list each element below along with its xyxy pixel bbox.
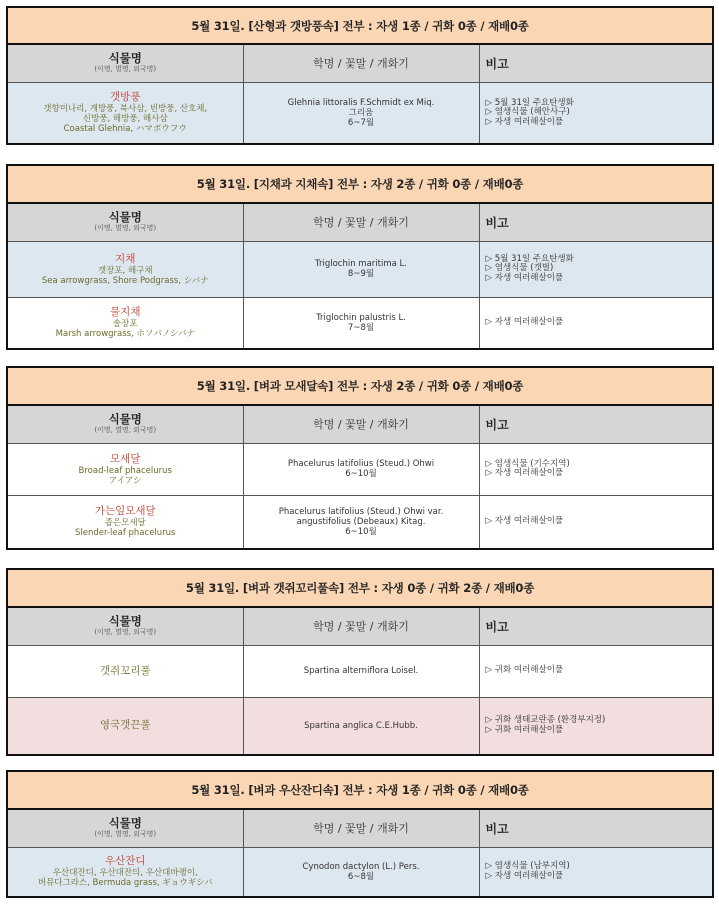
section-cynodon (6, 770, 712, 898)
plant-name-cell (7, 847, 243, 897)
header-sci: 학명 / 꽃말 / 개화기 (243, 44, 479, 82)
note-cell (479, 443, 713, 495)
plant-name-cell (7, 697, 243, 755)
sci-cell (243, 297, 479, 349)
note-item: ▷ 염생식물 (남부지역) (485, 861, 570, 872)
header-name-sub: (이명, 별명, 외국명) (94, 65, 157, 74)
note-cell (479, 645, 713, 697)
table-row (7, 697, 713, 755)
plant-name-cell (7, 82, 243, 144)
header-name: 식물명 (108, 51, 142, 66)
section-title: 5월 31일. [벼과 우산잔디속] 전부 : 자생 1종 / 귀화 0종 / 재배0종 (7, 771, 713, 809)
table-row (7, 82, 713, 144)
note-item: ▷ 귀화 생태교란종 (환경부지정) (485, 715, 606, 726)
header-sci: 학명 / 꽃말 / 개화기 (243, 809, 479, 847)
plant-alias: アイアシ (108, 475, 142, 486)
section-glehnia (6, 6, 712, 145)
sci-cell (243, 443, 479, 495)
table-row (7, 645, 713, 697)
header-name: 식물명 (108, 412, 142, 427)
note-item: ▷ 염생식물 (갯벌) (485, 263, 554, 274)
table-row (7, 241, 713, 297)
plant-name: 영국갯끈풀 (99, 719, 151, 732)
header-name: 식물명 (108, 614, 142, 629)
sci-name: Glehnia littoralis F.Schmidt ex Miq. (287, 97, 435, 108)
bloom-period: 8~9월 (347, 269, 375, 279)
plant-alias: Coastal Glehnia, ハマボウフウ (63, 124, 187, 135)
header-note: 비고 (479, 44, 713, 82)
note-cell (479, 697, 713, 755)
plant-name-cell (7, 297, 243, 349)
bloom-period: 6~7월 (347, 117, 375, 128)
plant-name: 우산잔디 (104, 855, 146, 868)
note-item: ▷ 5월 31일 주요탄생화 (485, 253, 574, 264)
header-name-cell (7, 203, 243, 241)
section-phacelurus (6, 366, 712, 550)
sci-cell (243, 645, 479, 697)
plant-alias: Broad-leaf phacelurus (78, 465, 172, 476)
header-name: 식물명 (108, 816, 142, 831)
header-name-cell (7, 44, 243, 82)
plant-table (6, 366, 714, 550)
note-item: ▷ 귀화 여러해살이풀 (485, 724, 564, 735)
plant-alias: 좁은모새달 (104, 518, 146, 529)
header-name-sub: (이명, 별명, 외국명) (94, 628, 157, 637)
section-title: 5월 31일. [벼과 모새달속] 전부 : 자생 2종 / 귀화 0종 / 재배0종 (7, 367, 713, 405)
sci-name: Spartina anglica C.E.Hubb. (304, 720, 418, 731)
plant-name: 물지채 (110, 306, 141, 319)
sci-cell (243, 241, 479, 297)
bloom-period: 6~10월 (345, 526, 377, 537)
sci-cell (243, 697, 479, 755)
plant-name: 갯쥐꼬리풀 (99, 664, 151, 677)
note-item: ▷ 자생 여러해살이풀 (485, 317, 564, 327)
plant-table (6, 568, 714, 756)
note-cell (479, 847, 713, 897)
plant-alias: 갯장포, 해구채 (97, 265, 153, 276)
plant-alias: 갯향미나리, 개방풍, 북사삼, 빈방풍, 산호채, (43, 104, 208, 115)
note-item: ▷ 자생 여러해살이풀 (485, 870, 564, 881)
plant-name: 지채 (115, 252, 136, 265)
plant-alias: 솔장포 (112, 319, 138, 330)
header-sci: 학명 / 꽃말 / 개화기 (243, 607, 479, 645)
note-item: ▷ 5월 31일 주요탄생화 (485, 97, 574, 108)
note-item: ▷ 귀화 여러해살이풀 (485, 665, 564, 676)
header-note: 비고 (479, 203, 713, 241)
header-name: 식물명 (108, 210, 142, 225)
note-cell (479, 241, 713, 297)
sci-name-cont: angustifolius (Debeaux) Kitag. (296, 516, 426, 527)
note-item: ▷ 자생 여러해살이풀 (485, 516, 564, 526)
plant-name-cell (7, 645, 243, 697)
note-item: ▷ 자생 여러해살이풀 (485, 468, 564, 478)
plant-alias: Marsh arrowgrass, ホソバノシバナ (55, 329, 195, 340)
sci-name: Triglochin palustris L. (316, 312, 406, 323)
note-item: ▷ 염생식물 (기수지역) (485, 458, 570, 469)
flower-meaning: 그리움 (348, 107, 374, 118)
bloom-period: 7~8월 (347, 322, 375, 333)
note-item: ▷ 자생 여러해살이풀 (485, 116, 564, 127)
sci-name: Phacelurus latifolius (Steud.) Ohwi (287, 459, 435, 469)
header-sci: 학명 / 꽃말 / 개화기 (243, 405, 479, 443)
plant-name: 모새달 (110, 452, 141, 465)
plant-alias: 버뮤다그라스, Bermuda grass, ギョウギシバ (37, 878, 213, 889)
bloom-period: 6~8월 (347, 871, 375, 882)
plant-table (6, 770, 714, 898)
plant-alias: 우산대잔디, 우산대잔듸, 우산대바랭이, (52, 868, 198, 879)
section-spartina (6, 568, 712, 756)
note-item: ▷ 자생 여러해살이풀 (485, 272, 564, 283)
table-row (7, 847, 713, 897)
plant-name-cell (7, 443, 243, 495)
section-title: 5월 31일. [지채과 지채속] 전부 : 자생 2종 / 귀화 0종 / 재배0종 (7, 165, 713, 203)
sci-name: Phacelurus latifolius (Steud.) Ohwi var. (278, 506, 444, 517)
sci-name: Triglochin maritima L. (315, 259, 407, 269)
plant-name: 갯방풍 (110, 91, 141, 104)
header-name-cell (7, 405, 243, 443)
header-name-sub: (이명, 별명, 외국명) (94, 830, 157, 839)
plant-name-cell (7, 495, 243, 549)
sci-cell (243, 495, 479, 549)
table-row (7, 297, 713, 349)
sci-cell (243, 847, 479, 897)
header-note: 비고 (479, 405, 713, 443)
note-item: ▷ 염생식물 (해안사구) (485, 107, 570, 117)
plant-table (6, 164, 714, 350)
plant-name-cell (7, 241, 243, 297)
header-name-sub: (이명, 별명, 외국명) (94, 224, 157, 233)
table-row (7, 443, 713, 495)
header-sci: 학명 / 꽃말 / 개화기 (243, 203, 479, 241)
note-cell (479, 82, 713, 144)
note-cell (479, 297, 713, 349)
header-name-sub: (이명, 별명, 외국명) (94, 426, 157, 435)
note-cell (479, 495, 713, 549)
section-triglochin (6, 164, 712, 350)
sci-name: Spartina alterniflora Loisel. (303, 666, 419, 676)
header-name-cell (7, 607, 243, 645)
sci-name: Cynodon dactylon (L.) Pers. (302, 861, 420, 872)
plant-alias: Sea arrowgrass, Shore Podgrass, シバナ (41, 275, 209, 286)
plant-table (6, 6, 714, 145)
header-name-cell (7, 809, 243, 847)
header-note: 비고 (479, 607, 713, 645)
section-title: 5월 31일. [벼과 갯쥐꼬리풀속] 전부 : 자생 0종 / 귀화 2종 / 재배0종 (7, 569, 713, 607)
table-row (7, 495, 713, 549)
sci-cell (243, 82, 479, 144)
header-note: 비고 (479, 809, 713, 847)
bloom-period: 6~10월 (345, 469, 377, 479)
plant-alias: Slender-leaf phacelurus (75, 528, 176, 539)
section-title: 5월 31일. [산형과 갯방풍속] 전부 : 자생 1종 / 귀화 0종 / 재배0종 (7, 7, 713, 44)
plant-alias: 신방풍, 해방풍, 해사삼 (82, 114, 168, 125)
plant-name: 가는잎모새달 (94, 505, 156, 518)
